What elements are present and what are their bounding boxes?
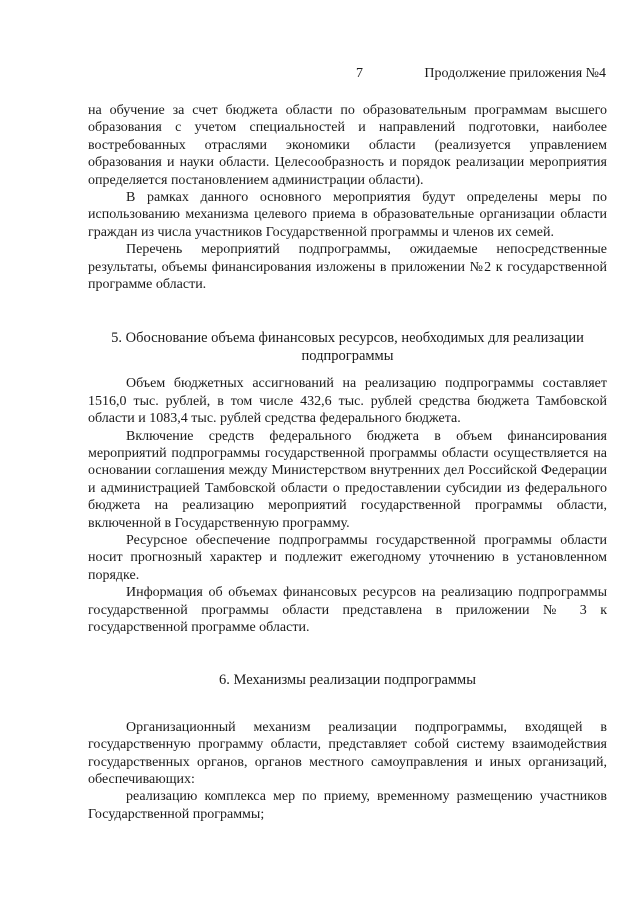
appendix-continuation-note: Продолжение приложения №4 — [424, 66, 606, 81]
page-header — [0, 66, 640, 86]
paragraph: Объем бюджетных ассигнований на реализацию подпрограммы составляет 1516,0 тыс. рублей, в том числе 432,6 тыс. рублей средства бюджета Тамбовской области и 1083,4 тыс. рублей средства федерального бюджета. — [88, 376, 607, 427]
page-number: 7 — [356, 66, 363, 81]
paragraph: Перечень мероприятий подпрограммы, ожидаемые непосредственные результаты, объемы финансирования изложены в приложении №2 к государственной программе области. — [88, 242, 607, 293]
section-heading-6: 6. Механизмы реализации подпрограммы — [219, 672, 476, 689]
paragraph: Информация об объемах финансовых ресурсов на реализацию подпрограммы государственной программы области представлена в приложении № 3 к государственной программе области. — [88, 585, 607, 635]
paragraph: реализацию комплекса мер по приему, временному размещению участников Государственной программы; — [88, 789, 607, 822]
paragraph: Организационный механизм реализации подпрограммы, входящей в государственную программу области, представляет собой систему взаимодействия государственных органов, органов местного самоуправления и иных организаций, обеспечивающих: — [88, 719, 607, 787]
paragraph: Включение средств федерального бюджета в объем финансирования мероприятий подпрограммы государственной программы области осуществляется на основании соглашения между Министерством внутренних дел Российской Федерации и администрацией Тамбовской области о предоставлении субсидии из федерального бюджета на реализацию мероприятий государственной программы области, включенной в Государственную программу. — [88, 428, 607, 531]
paragraph: В рамках данного основного мероприятия будут определены меры по использованию механизма целевого приема в образовательные организации области граждан из числа участников Государственной программы и членов их семей. — [88, 190, 607, 240]
document-body — [88, 102, 607, 823]
paragraph: Ресурсное обеспечение подпрограммы государственной программы области носит прогнозный характер и подлежит ежегодному уточнению в установленном порядке. — [88, 532, 607, 583]
paragraph-continuation: на обучение за счет бюджета области по образовательным программам высшего образования с учетом специальностей и направлений подготовки, наиболее востребованных отраслями экономики области (реализуется управлением образования и науки области. Целесообразность и порядок реализации мероприятия определяется постановлением администрации области). — [88, 103, 607, 188]
section-heading-5: 5. Обоснование объема финансовых ресурсов, необходимых для реализации подпрограммы — [111, 330, 584, 364]
